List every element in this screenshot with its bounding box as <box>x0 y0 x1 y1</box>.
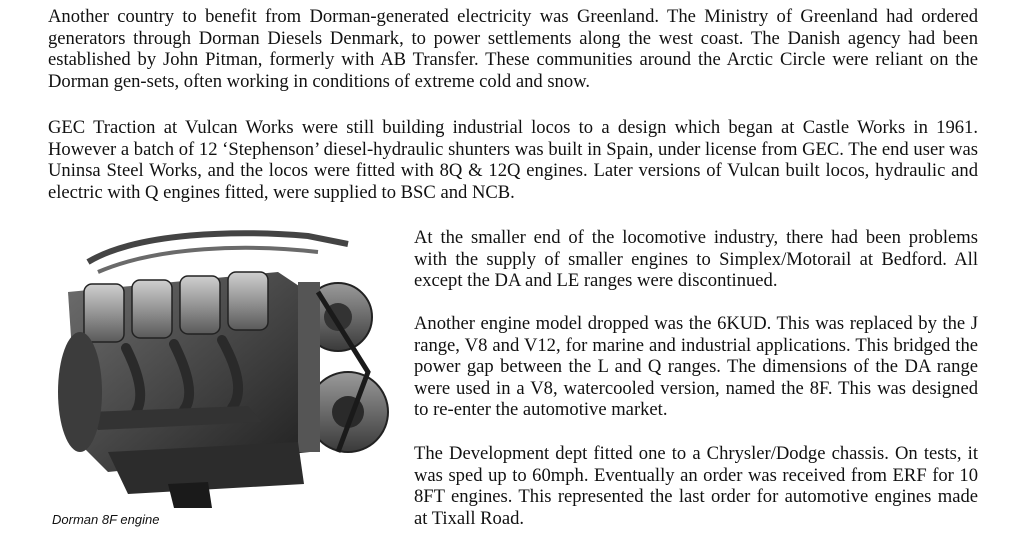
paragraph-development-dept: The Development dept fitted one to a Chrysler/Dodge chassis. On tests, it was sped up to 60mph. Eventually an order was received from ERF for 10 8FT engines. This represented the last order for automotive engines made at Tixall Road. <box>414 443 978 529</box>
paragraph-6kud-engine: Another engine model dropped was the 6KUD. This was replaced by the J range, V8 and V12, for marine and industrial applications. This bridged the power gap between the L and Q ranges. The dimensions of the DA range were used in a V8, watercooled version, named the 8F. This was designed to re-enter the automotive market. <box>414 313 978 421</box>
engine-figure <box>48 222 404 534</box>
paragraph-locomotive-industry: At the smaller end of the locomotive industry, there had been problems with the supply of smaller engines to Simplex/Motorail at Bedford. All except the DA and LE ranges were discontinued. <box>414 227 978 292</box>
paragraph-gec-traction: GEC Traction at Vulcan Works were still building industrial locos to a design which began at Castle Works in 1961. However a batch of 12 ‘Stephenson’ diesel-hydraulic shunters was built in Spain, under license from GEC. The end user was Uninsa Steel Works, and the locos were fitted with 8Q & 12Q engines. Later versions of Vulcan built locos, hydraulic and electric with Q engines fitted, were supplied to BSC and NCB. <box>48 117 978 203</box>
engine-photo <box>48 222 404 510</box>
figure-caption: Dorman 8F engine <box>52 512 160 527</box>
paragraph-greenland: Another country to benefit from Dorman-generated electricity was Greenland. The Ministry of Greenland had ordered generators through Dorman Diesels Denmark, to power settlements along the west coast. The Danish agency had been established by John Pitman, formerly with AB Transfer. These communities around the Arctic Circle were reliant on the Dorman gen-sets, often working in conditions of extreme cold and snow. <box>48 6 978 92</box>
